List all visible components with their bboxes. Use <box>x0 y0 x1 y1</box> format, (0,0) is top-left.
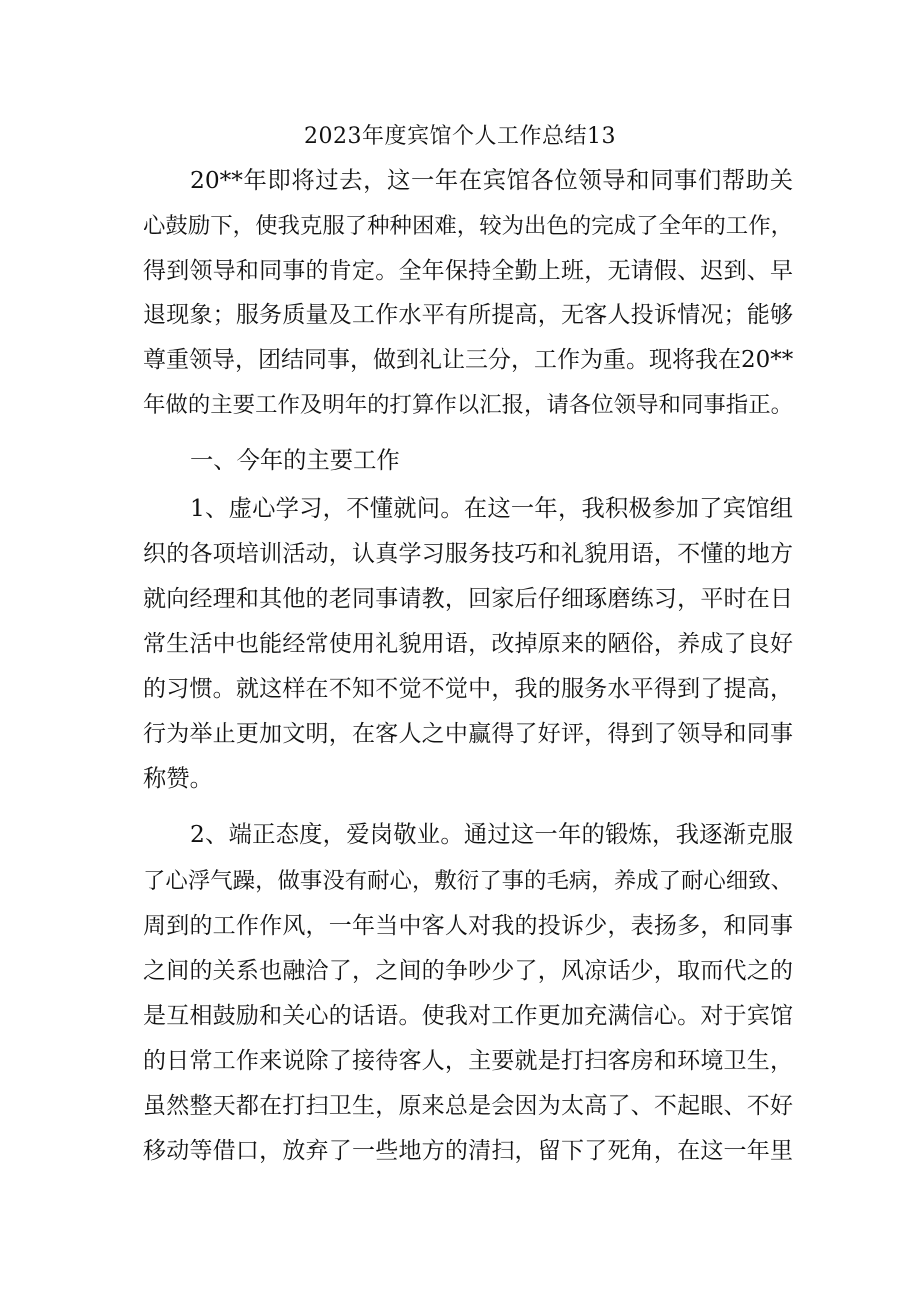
paragraph-3-line-2: 了心浮气躁，做事没有耐心，敷衍了事的毛病，养成了耐心细致、 <box>143 868 793 894</box>
paragraph-1-line-4: 退现象；服务质量及工作水平有所提高，无客人投诉情况；能够 <box>143 302 793 328</box>
section-heading: 一、今年的主要工作 <box>190 447 400 474</box>
paragraph-3-line-1: 2、端正态度，爱岗敬业。通过这一年的锻炼，我逐渐克服 <box>190 821 793 848</box>
paragraph-3-line-5: 是互相鼓励和关心的话语。使我对工作更加充满信心。对于宾馆 <box>143 1003 793 1029</box>
paragraph-1-line-3: 得到领导和同事的肯定。全年保持全勤上班，无请假、迟到、早 <box>143 258 793 284</box>
paragraph-2-line-6: 行为举止更加文明，在客人之中赢得了好评，得到了领导和同事 <box>143 721 793 747</box>
document-title: 2023年度宾馆个人工作总结13 <box>304 124 616 149</box>
paragraph-3-line-7: 虽然整天都在打扫卫生，原来总是会因为太高了、不起眼、不好 <box>143 1093 793 1119</box>
paragraph-1-line-6: 年做的主要工作及明年的打算作以汇报，请各位领导和同事指正。 <box>143 392 793 418</box>
paragraph-1-line-5: 尊重领导，团结同事，做到礼让三分，工作为重。现将我在20** <box>143 347 794 373</box>
paragraph-1-line-2: 心鼓励下，使我克服了种种困难，较为出色的完成了全年的工作， <box>143 213 793 239</box>
paragraph-3-line-4: 之间的关系也融洽了，之间的争吵少了，风凉话少，取而代之的 <box>143 958 793 984</box>
paragraph-2-line-1: 1、虚心学习，不懂就问。在这一年，我积极参加了宾馆组 <box>190 495 793 522</box>
paragraph-2-line-3: 就向经理和其他的老同事请教，回家后仔细琢磨练习，平时在日 <box>143 586 793 612</box>
paragraph-1-line-1: 20**年即将过去，这一年在宾馆各位领导和同事们帮助关 <box>190 167 793 194</box>
paragraph-3-line-8: 移动等借口，放弃了一些地方的清扫，留下了死角，在这一年里 <box>143 1138 793 1164</box>
paragraph-2-line-5: 的习惯。就这样在不知不觉不觉中，我的服务水平得到了提高， <box>143 676 793 702</box>
paragraph-2-line-2: 织的各项培训活动，认真学习服务技巧和礼貌用语，不懂的地方 <box>143 541 793 567</box>
paragraph-3-line-6: 的日常工作来说除了接待客人，主要就是打扫客房和环境卫生， <box>143 1048 793 1074</box>
paragraph-3-line-3: 周到的工作作风，一年当中客人对我的投诉少，表扬多，和同事 <box>143 913 793 939</box>
paragraph-2-line-4: 常生活中也能经常使用礼貌用语，改掉原来的陋俗，养成了良好 <box>143 631 793 657</box>
paragraph-2-line-7: 称赞。 <box>143 765 213 792</box>
